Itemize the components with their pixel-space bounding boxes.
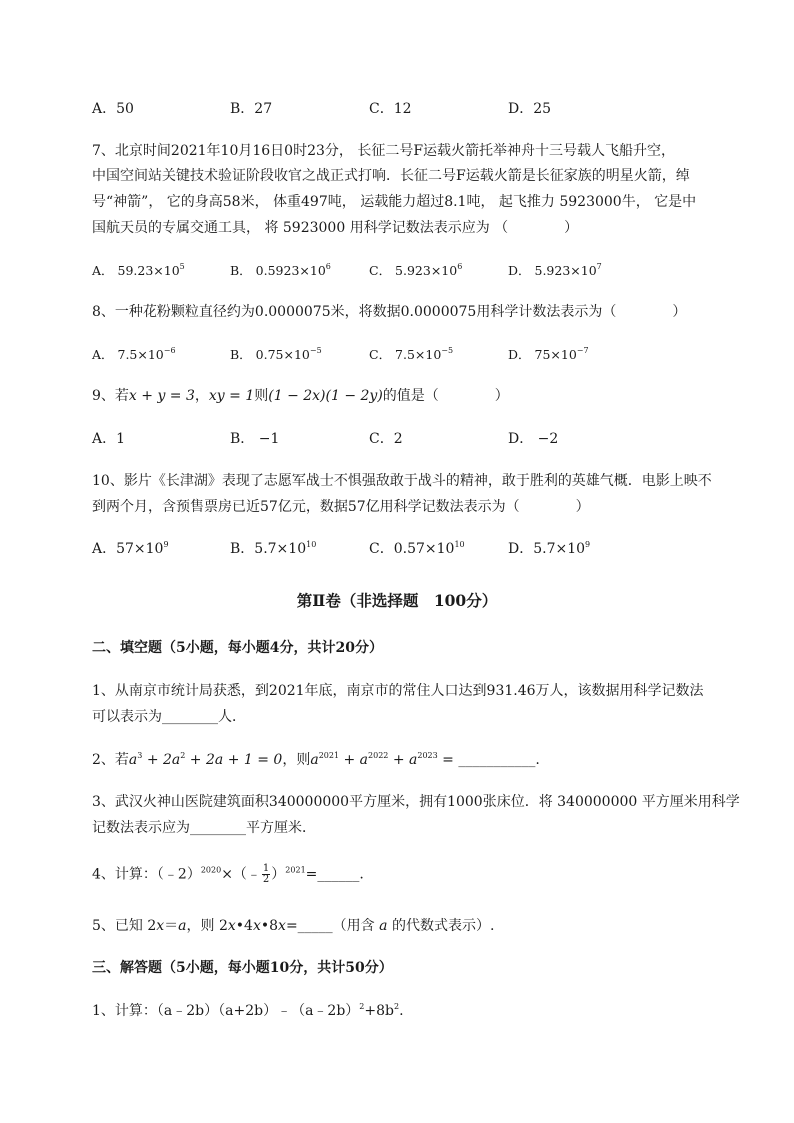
q7-stem-line-3: 号“神箭”， 它的身高58米， 体重497吨， 运载能力超过8.1吨， 起飞推力 5923000牛， 它是中 — [92, 194, 697, 210]
solve-q1-exp-1: 2 — [359, 1002, 365, 1011]
q9-option-d[interactable]: D． −2 — [508, 431, 559, 447]
q8-option-b[interactable] — [230, 345, 322, 365]
q7-option-a[interactable] — [92, 261, 185, 281]
q7-option-b-exp: 6 — [325, 262, 331, 271]
fill-q5-x1: x — [156, 918, 165, 934]
fill-q2-term2: + a — [339, 752, 369, 768]
q6-option-b[interactable]: B．27 — [230, 101, 273, 117]
q7-option-d-exp: 7 — [596, 262, 602, 271]
q9-options — [92, 429, 712, 449]
fill-q2-exp-3: 3 — [137, 751, 143, 760]
fill-q2-term1-exp: 2021 — [318, 751, 340, 760]
fill-q4 — [92, 864, 364, 885]
q10-option-c-exp: 10 — [454, 540, 465, 549]
q8-option-a[interactable] — [92, 345, 176, 365]
q10-option-b-text: B．5.7×10 — [230, 541, 307, 557]
q7-options — [92, 261, 712, 281]
fill-q5-eq: ＝ — [164, 918, 179, 934]
q7-option-d[interactable] — [508, 261, 602, 281]
q8-option-a-text: A． 7.5×10 — [92, 347, 164, 362]
q9-option-c[interactable]: C．2 — [369, 431, 403, 447]
fill-q5-end: 的代数式表示）. — [387, 918, 495, 934]
q10-option-b-exp: 10 — [306, 540, 317, 549]
fill-q2-a: a — [128, 752, 138, 768]
q9-option-a[interactable]: A．1 — [92, 431, 126, 447]
fill-q5-dot2: •8 — [260, 918, 279, 934]
q10-option-a-text: A．57×10 — [92, 541, 164, 557]
fill-q2-blank[interactable]: = ___________. — [437, 752, 540, 768]
q7-option-c[interactable] — [369, 261, 462, 281]
fill-q4-exp-2: 2021 — [285, 865, 306, 875]
q10-options — [92, 539, 712, 559]
q7-option-d-text: D． 5.923×10 — [508, 263, 597, 278]
fill-q5-x4: x — [278, 918, 286, 934]
solve-q1-end: . — [399, 1003, 404, 1019]
fill-q2-rest: + 2a + 1 = 0 — [185, 752, 283, 768]
q10-stem-line-2: 到两个月，含预售票房已近57亿元，数据57亿用科学记数法表示为（ ） — [92, 499, 590, 515]
fill-q2-prefix: 2、若 — [92, 752, 129, 768]
fill-q5-prefix: 5、已知 2 — [92, 918, 157, 934]
fill-q4-exp-1: 2020 — [200, 865, 222, 875]
q6-option-a[interactable]: A．50 — [92, 101, 134, 117]
fill-q5 — [92, 916, 494, 936]
q7-stem-line-2: 中国空间站关键技术验证阶段收官之战正式打响．长征二号F运载火箭是长征家族的明星火箭，绰 — [92, 168, 690, 184]
fill-q5-tail[interactable]: =_____（用含 — [285, 918, 380, 934]
q10-option-a-exp: 9 — [163, 540, 169, 549]
q9-condition-2: xy = 1 — [208, 388, 255, 404]
q7-option-a-exp: 5 — [179, 262, 185, 271]
fill-q4-denominator: 2 — [262, 874, 270, 885]
fill-q2-term2-exp: 2022 — [368, 751, 389, 760]
fill-q2-exp-2: 2 — [180, 751, 186, 760]
q10-stem-line-1: 10、影片《长津湖》表现了志愿军战士不惧强敌敢于战斗的精神，敢于胜利的英雄气概．电影上映不 — [92, 473, 712, 489]
q7-stem-line-4: 国航天员的专属交通工具， 将 5923000 用科学记数法表示应为 （ ） — [92, 220, 579, 236]
fill-q2 — [92, 750, 540, 770]
q9-mid: 则 — [254, 388, 269, 404]
fill-q5-then: ，则 2 — [186, 918, 228, 934]
solve-q1-exp-2: 2 — [394, 1002, 400, 1011]
q6-options — [92, 99, 712, 119]
q8-option-b-exp: −5 — [309, 346, 322, 355]
solve-q1-plus: +8b — [364, 1003, 394, 1019]
q9-prefix: 9、若 — [92, 388, 129, 404]
q8-option-d[interactable] — [508, 345, 589, 365]
fill-q5-a1: a — [178, 918, 187, 934]
q8-option-c-text: C． 7.5×10 — [369, 347, 442, 362]
q10-option-d-exp: 9 — [585, 540, 591, 549]
fill-q5-dot1: •4 — [235, 918, 253, 934]
q8-option-c-exp: −5 — [441, 346, 454, 355]
fill-q2-plus-2a: + 2a — [142, 752, 181, 768]
q10-option-d[interactable] — [508, 539, 590, 559]
fill-q2-term3-exp: 2023 — [417, 751, 438, 760]
q6-option-d[interactable]: D．25 — [508, 101, 552, 117]
q10-option-b[interactable] — [230, 539, 316, 559]
q8-option-b-text: B． 0.75×10 — [230, 347, 310, 362]
solve-section-header: 三、解答题（5小题，每小题10分，共计50分） — [92, 960, 393, 976]
fill-q1-line-2: 可以表示为________人． — [92, 709, 246, 725]
q7-option-b[interactable] — [230, 261, 331, 281]
fill-q4-close: ） — [271, 866, 286, 883]
q9-expression: (1 − 2x)(1 − 2y) — [268, 388, 383, 404]
fill-q2-term3: + a — [388, 752, 418, 768]
fill-q4-numerator: 1 — [262, 863, 270, 874]
fill-q2-term1: a — [310, 752, 319, 768]
q10-option-a[interactable] — [92, 539, 169, 559]
fill-q5-a2: a — [379, 918, 388, 934]
solve-q1 — [92, 1001, 404, 1021]
q10-option-d-text: D．5.7×10 — [508, 541, 586, 557]
fill-section-header: 二、填空题（5小题，每小题4分，共计20分） — [92, 640, 383, 656]
q9-suffix: 的值是（ ） — [382, 388, 509, 404]
solve-q1-prefix: 1、计算：（a﹣2b）（a+2b）﹣（a﹣2b） — [92, 1003, 360, 1019]
part2-title: 第Ⅱ卷（非选择题 100分） — [296, 591, 498, 610]
q6-option-c[interactable]: C．12 — [369, 101, 412, 117]
q9-stem — [92, 386, 509, 406]
fill-q1-line-1: 1、从南京市统计局获悉，到2021年底，南京市的常住人口达到931.46万人，该数据用科学记数法 — [92, 683, 704, 699]
q7-stem-line-1: 7、北京时间2021年10月16日0时23分， 长征二号F运载火箭托举神舟十三号载人飞船升空， — [92, 143, 676, 159]
q7-option-c-exp: 6 — [457, 262, 463, 271]
q7-option-a-text: A． 59.23×10 — [92, 263, 180, 278]
q8-option-d-exp: −7 — [576, 346, 589, 355]
q8-stem: 8、一种花粉颗粒直径约为0.0000075米，将数据0.0000075用科学计数法表示为（ ） — [92, 304, 687, 320]
q8-options — [92, 345, 712, 365]
q10-option-c[interactable] — [369, 539, 465, 559]
fill-q3-line-1: 3、武汉火神山医院建筑面积340000000平方厘米，拥有1000张床位．将 340000000 平方厘米用科学 — [92, 794, 740, 810]
fill-q4-tail[interactable]: =______. — [305, 866, 364, 883]
fill-q4-mid: ×（﹣ — [221, 866, 261, 883]
q9-separator: ， — [194, 388, 209, 404]
q8-option-c[interactable] — [369, 345, 453, 365]
fill-q4-fraction — [262, 864, 270, 885]
q7-option-c-text: C． 5.923×10 — [369, 263, 458, 278]
fill-q5-x3: x — [252, 918, 261, 934]
q8-option-a-exp: −6 — [163, 346, 176, 355]
q9-option-b[interactable]: B． −1 — [230, 431, 280, 447]
q10-option-c-text: C．0.57×10 — [369, 541, 455, 557]
q8-option-d-text: D． 75×10 — [508, 347, 577, 362]
q9-condition-1: x + y = 3 — [128, 388, 195, 404]
fill-q2-comma: ，则 — [282, 752, 311, 768]
fill-q4-prefix: 4、计算：（﹣2） — [92, 866, 201, 883]
fill-q3-line-2: 记数法表示应为________平方厘米． — [92, 820, 316, 836]
q7-option-b-text: B． 0.5923×10 — [230, 263, 326, 278]
fill-q5-x2: x — [227, 918, 236, 934]
